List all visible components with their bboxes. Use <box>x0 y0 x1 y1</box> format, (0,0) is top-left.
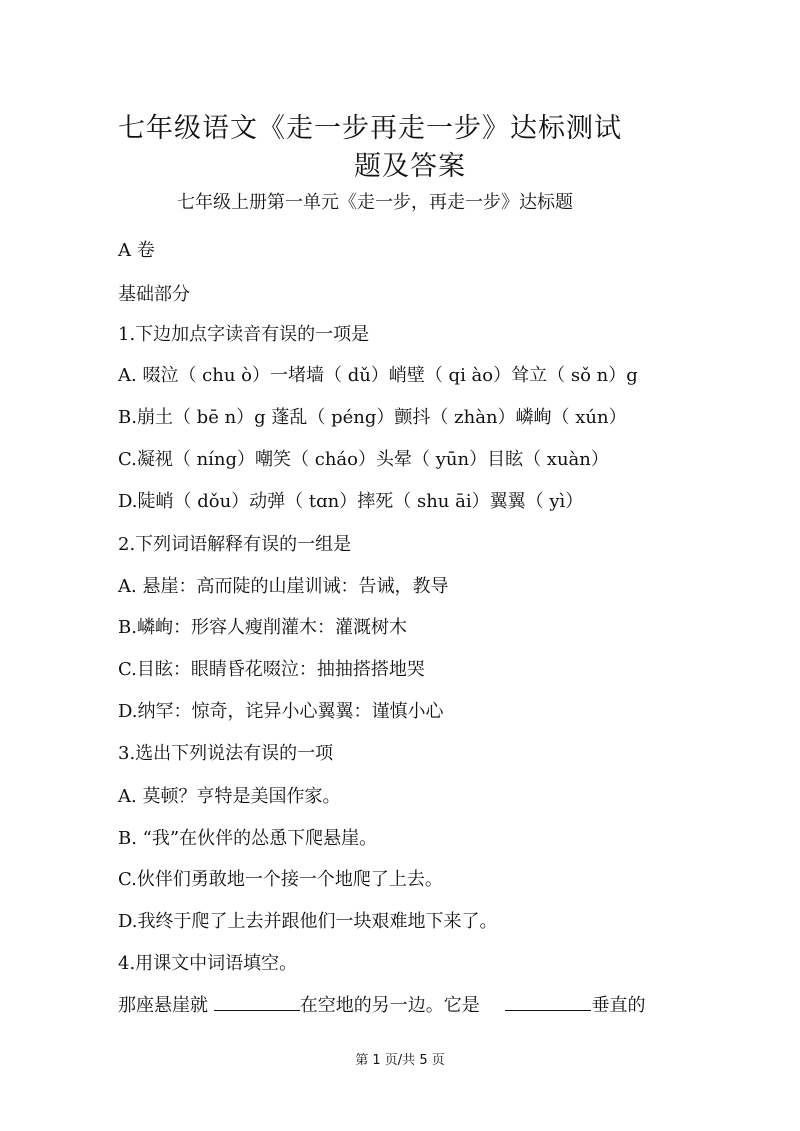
section-a-heading: A 卷 <box>118 240 155 261</box>
question-3-option-d: D.我终于爬了上去并跟他们一块艰难地下来了。 <box>118 911 498 932</box>
question-2-stem: 2.下列词语解释有误的一组是 <box>118 534 352 555</box>
fill-blank-2[interactable] <box>505 994 591 1011</box>
question-3-option-c: C.伙伴们勇敢地一个接一个地爬了上去。 <box>118 869 443 890</box>
section-basic-heading: 基础部分 <box>118 284 190 305</box>
question-4-stem: 4.用课文中词语填空。 <box>118 953 298 974</box>
question-2-option-c: C.目眩：眼睛昏花啜泣：抽抽搭搭地哭 <box>118 659 425 680</box>
question-2-option-a: A. 悬崖：高而陡的山崖训诫：告诫，教导 <box>118 576 449 597</box>
question-1-option-a: A. 啜泣（ chu ò）一堵墙（ dǔ）峭壁（ qi ào）耸立（ sǒ n）g <box>118 365 638 386</box>
fill-blank-1[interactable] <box>214 994 300 1011</box>
question-1-option-c: C.凝视（ níng）嘲笑（ cháo）头晕（ yūn）目眩（ xuàn） <box>118 449 609 470</box>
question-3-option-b: B. “我”在伙伴的怂恿下爬悬崖。 <box>118 828 378 849</box>
page-footer: 第 1 页/共 5 页 <box>355 1053 445 1068</box>
question-2-option-b: B.嶙峋：形容人瘦削灌木：灌溉树木 <box>118 617 407 638</box>
question-3-stem: 3.选出下列说法有误的一项 <box>118 743 334 764</box>
question-4-text-part-3: 垂直的 <box>591 995 646 1016</box>
question-1-stem: 1.下边加点字读音有误的一项是 <box>118 324 370 345</box>
question-4-text-part-2: 在空地的另一边。它是 <box>299 995 480 1016</box>
question-1-option-b: B.崩土（ bē n）g 蓬乱（ péng）颤抖（ zhàn）嶙峋（ xún） <box>118 407 627 428</box>
question-4-fill-text <box>118 991 645 1017</box>
document-title-line-1: 七年级语文《走一步再走一步》达标测试 <box>118 113 622 144</box>
question-1-option-d: D.陡峭（ dǒu）动弹（ tɑn）摔死（ shu āi）翼翼（ yì） <box>118 491 584 512</box>
question-3-option-a: A. 莫顿？亨特是美国作家。 <box>118 786 341 807</box>
document-subtitle: 七年级上册第一单元《走一步，再走一步》达标题 <box>177 192 573 213</box>
document-title-line-2: 题及答案 <box>354 151 466 182</box>
question-4-text-part-1: 那座悬崖就 <box>118 995 208 1016</box>
question-2-option-d: D.纳罕：惊奇，诧异小心翼翼：谨慎小心 <box>118 701 444 722</box>
